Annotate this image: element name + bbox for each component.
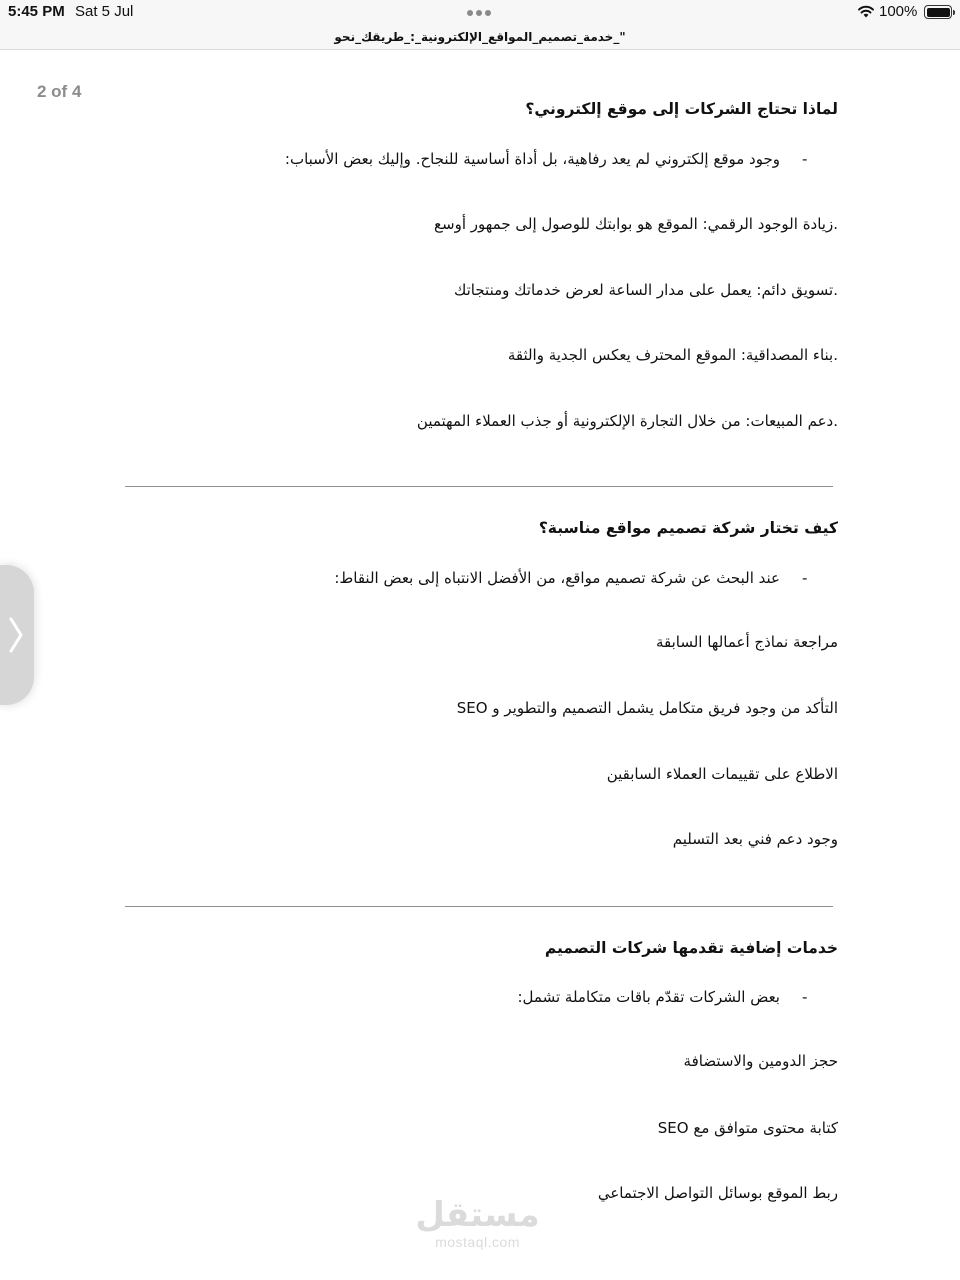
list-item: مراجعة نماذج أعمالها السابقة bbox=[655, 633, 838, 651]
document-title[interactable]: "_خدمة_تصميم_المواقع_الإلكترونية_:_طريقك_نحو bbox=[334, 30, 626, 44]
bullet-text: عند البحث عن شركة تصميم مواقع، من الأفضل الانتباه إلى بعض النقاط: bbox=[334, 569, 780, 587]
status-bar bbox=[0, 0, 960, 26]
section-heading: خدمات إضافية تقدمها شركات التصميم bbox=[544, 939, 838, 957]
list-item: حجز الدومين والاستضافة bbox=[683, 1052, 838, 1070]
list-item: كتابة محتوى متوافق مع SEO bbox=[657, 1119, 838, 1137]
multitasking-dots-icon[interactable] bbox=[467, 10, 491, 16]
watermark-url: mostaql.com bbox=[435, 1234, 520, 1250]
bullet-text: وجود موقع إلكتروني لم يعد رفاهية، بل أداة أساسية للنجاح. وإليك بعض الأسباب: bbox=[284, 150, 780, 168]
list-item: .بناء المصداقية: الموقع المحترف يعكس الجدية والثقة bbox=[507, 346, 838, 364]
battery-percentage: 100% bbox=[879, 3, 918, 20]
section-divider bbox=[125, 906, 833, 907]
page-indicator: 2 of 4 bbox=[37, 82, 82, 101]
battery-icon bbox=[924, 5, 952, 19]
list-item: .دعم المبيعات: من خلال التجارة الإلكترونية أو جذب العملاء المهتمين bbox=[416, 412, 838, 430]
section-heading: كيف تختار شركة تصميم مواقع مناسبة؟ bbox=[538, 519, 838, 537]
watermark-name: مستقل bbox=[415, 1195, 540, 1235]
bullet-dash: - bbox=[802, 150, 808, 168]
list-item: ربط الموقع بوسائل التواصل الاجتماعي bbox=[597, 1184, 838, 1202]
bullet-dash: - bbox=[802, 988, 808, 1006]
section-divider bbox=[125, 486, 833, 487]
section-heading: لماذا تحتاج الشركات إلى موقع إلكتروني؟ bbox=[525, 100, 838, 118]
bullet-dash: - bbox=[802, 569, 808, 587]
list-item: التأكد من وجود فريق متكامل يشمل التصميم والتطوير و SEO bbox=[456, 699, 838, 717]
status-time: 5:45 PM bbox=[8, 3, 65, 20]
list-item: وجود دعم فني بعد التسليم bbox=[672, 830, 838, 848]
chevron-right-icon bbox=[8, 617, 24, 653]
list-item: .زيادة الوجود الرقمي: الموقع هو بوابتك للوصول إلى جمهور أوسع bbox=[434, 215, 838, 233]
list-item: .تسويق دائم: يعمل على مدار الساعة لعرض خدماتك ومنتجاتك bbox=[453, 281, 838, 299]
list-item: الاطلاع على تقييمات العملاء السابقين bbox=[606, 765, 838, 783]
status-date: Sat 5 Jul bbox=[75, 3, 134, 20]
document-title-bar bbox=[0, 26, 960, 50]
watermark bbox=[405, 1196, 550, 1250]
side-panel-handle[interactable] bbox=[0, 565, 34, 705]
wifi-icon bbox=[857, 4, 875, 18]
bullet-text: بعض الشركات تقدّم باقات متكاملة تشمل: bbox=[517, 988, 780, 1006]
